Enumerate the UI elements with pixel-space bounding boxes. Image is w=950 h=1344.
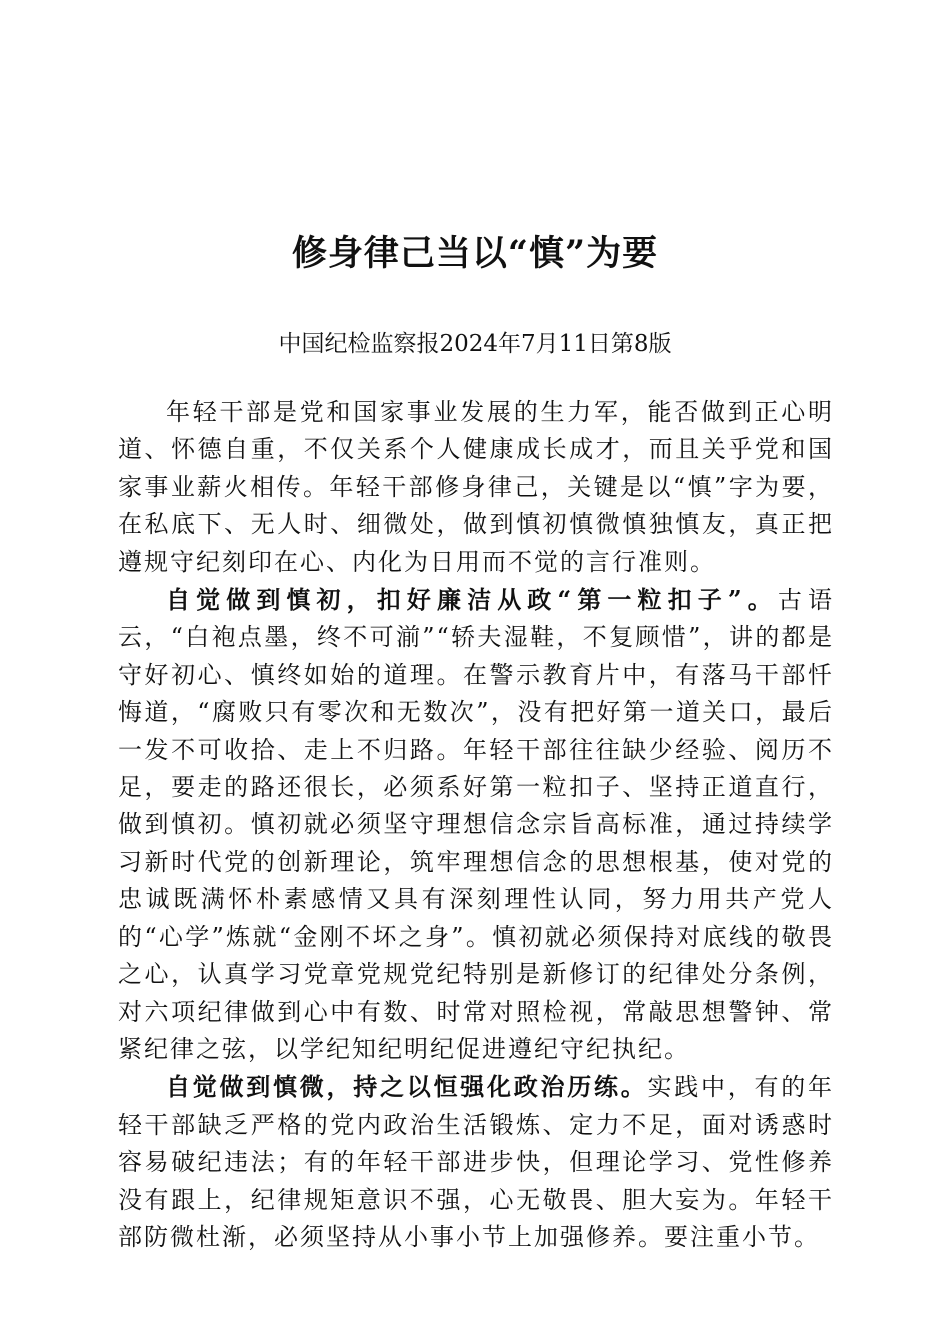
article-body	[118, 393, 834, 1256]
paragraph-text: 实践中，有的年轻干部缺乏严格的党内政治生活锻炼、定力不足，面对诱惑时容易破纪违法；有的年轻干部进步快，但理论学习、党性修养没有跟上，纪律规矩意识不强，心无敬畏、胆大妄为。年轻干部防微杜渐，必须坚持从小事小节上加强修养。要注重小节。	[118, 1073, 834, 1251]
paragraph-text: 年轻干部是党和国家事业发展的生力军，能否做到正心明道、怀德自重，不仅关系个人健康成长成才，而且关乎党和国家事业薪火相传。年轻干部修身律己，关键是以“慎”字为要，在私底下、无人时、细微处，做到慎初慎微慎独慎友，真正把遵规守纪刻印在心、内化为日用而不觉的言行准则。	[118, 398, 834, 576]
paragraph-text: 古语云，“白袍点墨，终不可湔”“轿夫湿鞋，不复顾惜”，讲的都是守好初心、慎终如始的道理。在警示教育片中，有落马干部忏悔道，“腐败只有零次和无数次”，没有把好第一道关口，最后一发不可收拾、走上不归路。年轻干部往往缺少经验、阅历不足，要走的路还很长，必须系好第一粒扣子、坚持正道直行，做到慎初。慎初就必须坚守理想信念宗旨高标准，通过持续学习新时代党的创新理论，筑牢理想信念的思想根基，使对党的忠诚既满怀朴素感情又具有深刻理性认同，努力用共产党人的“心学”炼就“金刚不坏之身”。慎初就必须保持对底线的敬畏之心，认真学习党章党规党纪特别是新修订的纪律处分条例，对六项纪律做到心中有数、时常对照检视，常敲思想警钟、常紧纪律之弦，以学纪知纪明纪促进遵纪守纪执纪。	[118, 586, 834, 1063]
article-title: 修身律己当以“慎”为要	[291, 233, 659, 274]
article-source: 中国纪检监察报2024年7月11日第8版	[278, 331, 672, 357]
paragraph	[118, 581, 834, 1068]
paragraph	[118, 393, 834, 581]
paragraph-lead: 自觉做到慎初，扣好廉洁从政“第一粒扣子”。	[166, 585, 778, 615]
paragraph-lead: 自觉做到慎微，持之以恒强化政治历练。	[166, 1072, 648, 1102]
paragraph	[118, 1068, 834, 1256]
